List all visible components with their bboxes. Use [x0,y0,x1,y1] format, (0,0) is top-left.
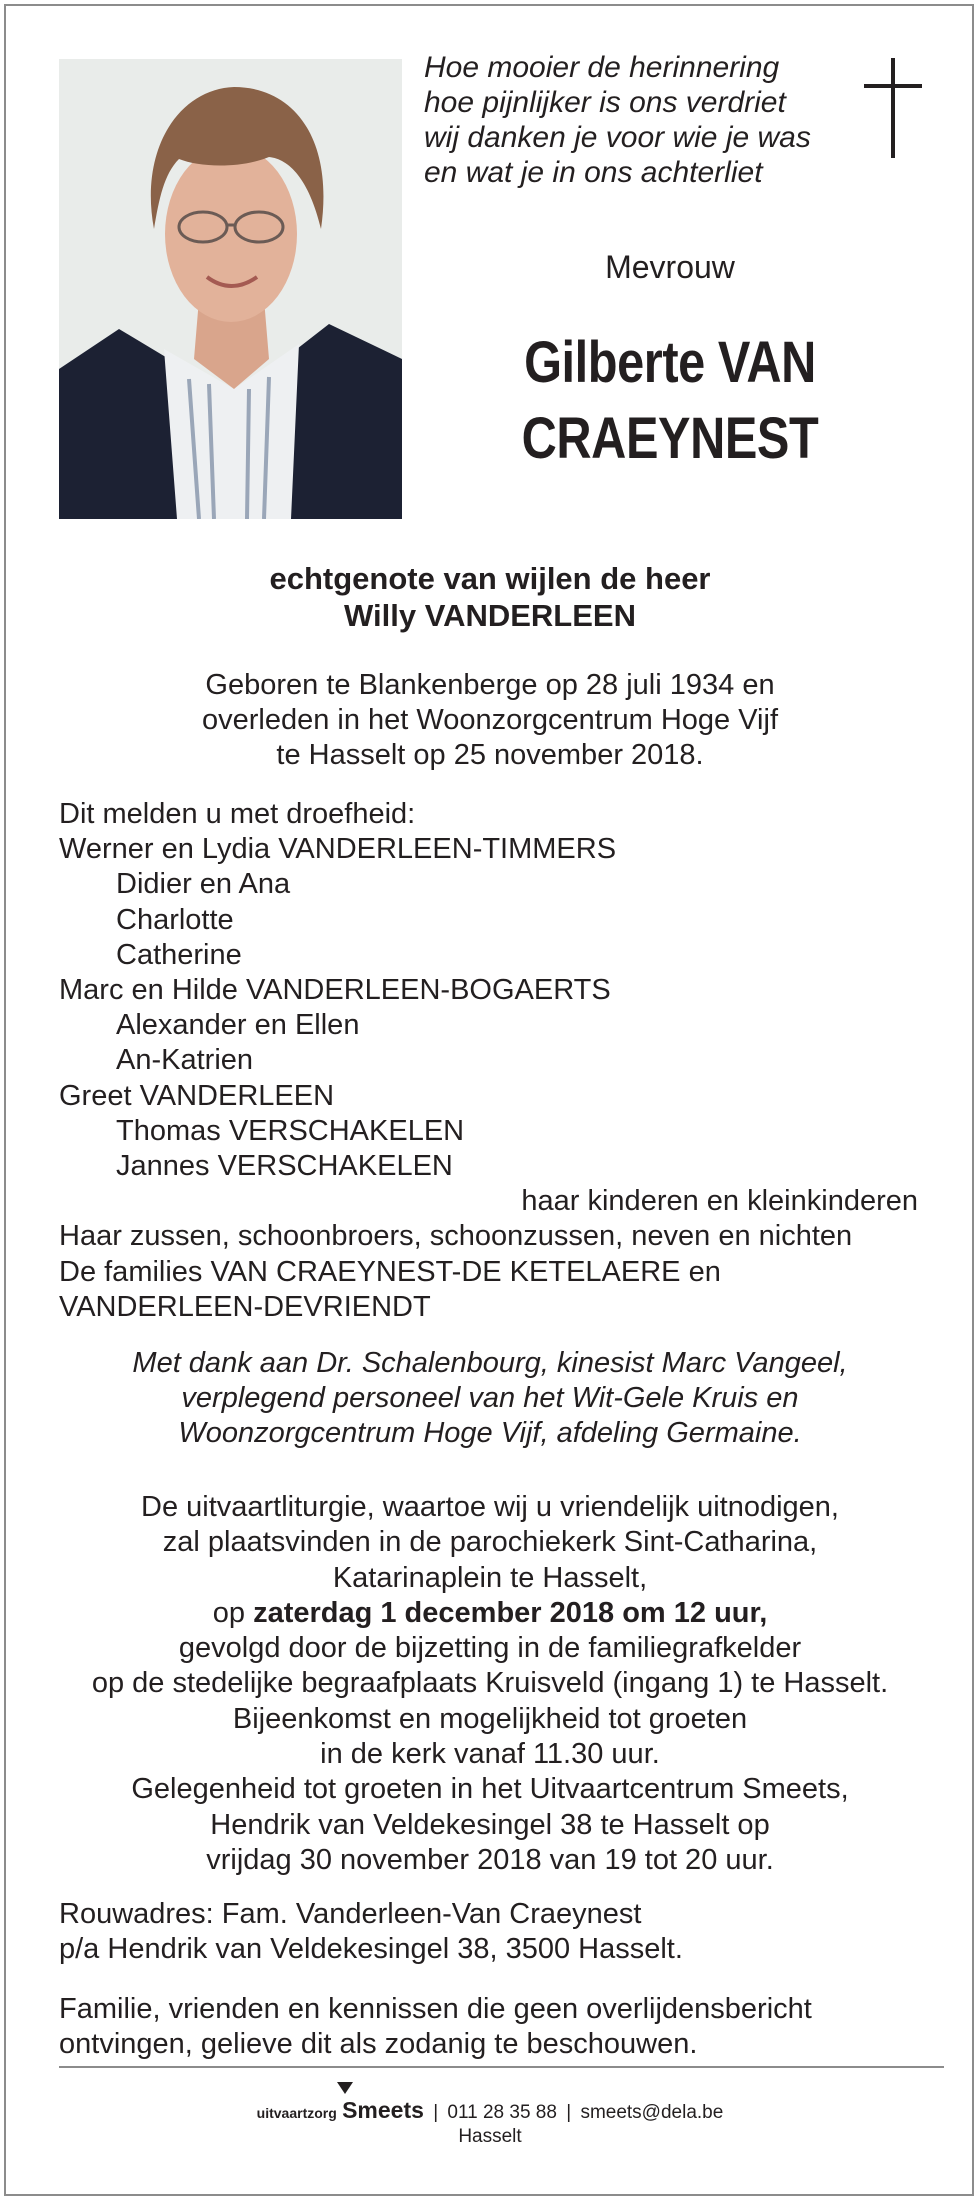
birth-line: Geboren te Blankenberge op 28 juli 1934 en [205,669,775,701]
mourning-address [59,1897,929,1967]
notice-line: ontvingen, gelieve dit als zodanig te beschouwen. [59,2028,698,2060]
service-line: in de kerk vanaf 11.30 uur. [320,1738,660,1771]
service-line: zal plaatsvinden in de parochiekerk Sint-Catharina, [162,1526,818,1559]
address-line: Rouwadres: Fam. Vanderleen-Van Craeynest [59,1898,642,1930]
family-intro: Dit melden u met droefheid: [59,798,416,830]
family-member: Greet VANDERLEEN [59,1079,335,1112]
poem-line: wij danken je voor wie je was [424,121,811,154]
spouse-name: Willy VANDERLEEN [344,598,636,633]
service-date [40,1596,940,1631]
thanks-line: verplegend personeel van het Wit-Gele Kruis en [181,1382,799,1414]
family-families: VANDERLEEN-DEVRIENDT [59,1290,431,1323]
thanks-note [40,1346,940,1451]
service-line: Gelegenheid tot groeten in het Uitvaartcentrum Smeets, [131,1773,849,1806]
footer-email[interactable]: smeets@dela.be [580,2102,724,2123]
thanks-line: Met dank aan Dr. Schalenbourg, kinesist Marc Vangeel, [132,1347,848,1379]
service-line: Katarinaplein te Hasselt, [332,1561,648,1594]
funeral-service-info [40,1490,940,1878]
spouse-info [40,560,940,634]
family-families: De families VAN CRAEYNEST-DE KETELAERE en [59,1255,721,1288]
honorific-title: Mevrouw [605,249,735,285]
deceased-name-line: Gilberte VAN [524,330,816,395]
poem-line: en wat je in ons achterliet [424,156,763,189]
footer-divider [59,2066,944,2068]
service-line: Bijeenkomst en mogelijkheid tot groeten [232,1702,748,1735]
footer-contact-line [0,2098,980,2125]
thanks-line: Woonzorgcentrum Hoge Vijf, afdeling Germaine. [178,1417,802,1449]
family-role: haar kinderen en kleinkinderen [521,1185,918,1218]
family-member: Werner en Lydia VANDERLEEN-TIMMERS [59,833,617,866]
family-member: Catherine [116,938,242,971]
death-line: overleden in het Woonzorgcentrum Hoge Vijf [201,704,779,736]
death-line: te Hasselt op 25 november 2018. [276,739,704,771]
poem-line: hoe pijnlijker is ons verdriet [424,86,786,119]
deceased-name [468,325,871,477]
family-announcement [59,797,929,1325]
footer-brand: Smeets [342,2097,424,2123]
spouse-line: echtgenote van wijlen de heer [269,561,711,596]
service-line: Hendrik van Veldekesingel 38 te Hasselt op [210,1808,770,1841]
family-member: Alexander en Ellen [116,1009,360,1042]
funeral-home-footer [0,2098,980,2149]
family-siblings: Haar zussen, schoonbroers, schoonzussen, neven en nichten [59,1220,853,1253]
notice-line: Familie, vrienden en kennissen die geen overlijdensbericht [59,1993,812,2025]
address-line: p/a Hendrik van Veldekesingel 38, 3500 Hasselt. [59,1933,683,1965]
family-member: Didier en Ana [116,868,291,901]
deceased-name-line: CRAEYNEST [521,406,819,471]
portrait-photo [59,59,402,519]
footer-separator: | [566,2102,572,2123]
service-line: De uitvaartliturgie, waartoe wij u vriendelijk uitnodigen, [141,1491,839,1523]
family-member: Thomas VERSCHAKELEN [116,1114,465,1147]
memorial-poem [424,50,864,190]
footer-city: Hasselt [458,2126,522,2147]
footer-label: uitvaartzorg [256,2105,337,2121]
footer-separator: | [433,2102,439,2123]
family-member: An-Katrien [116,1044,254,1077]
service-date-prefix: op [212,1596,245,1629]
service-line: vrijdag 30 november 2018 van 19 tot 20 uur. [206,1843,774,1876]
service-line: op de stedelijke begraafplaats Kruisveld (ingang 1) te Hasselt. [91,1667,889,1700]
poem-line: Hoe mooier de herinnering [424,51,780,84]
family-member: Jannes VERSCHAKELEN [116,1150,453,1183]
cross-icon [864,58,922,158]
family-member: Charlotte [116,903,234,936]
service-date-bold: zaterdag 1 december 2018 om 12 uur, [253,1596,768,1629]
family-member: Marc en Hilde VANDERLEEN-BOGAERTS [59,974,611,1007]
triangle-marker-icon [337,2082,353,2094]
footer-phone[interactable]: 011 28 35 88 [447,2102,557,2123]
birth-death-info [40,668,940,773]
closing-notice [59,1992,929,2062]
service-line: gevolgd door de bijzetting in de familiegrafkelder [178,1632,802,1665]
